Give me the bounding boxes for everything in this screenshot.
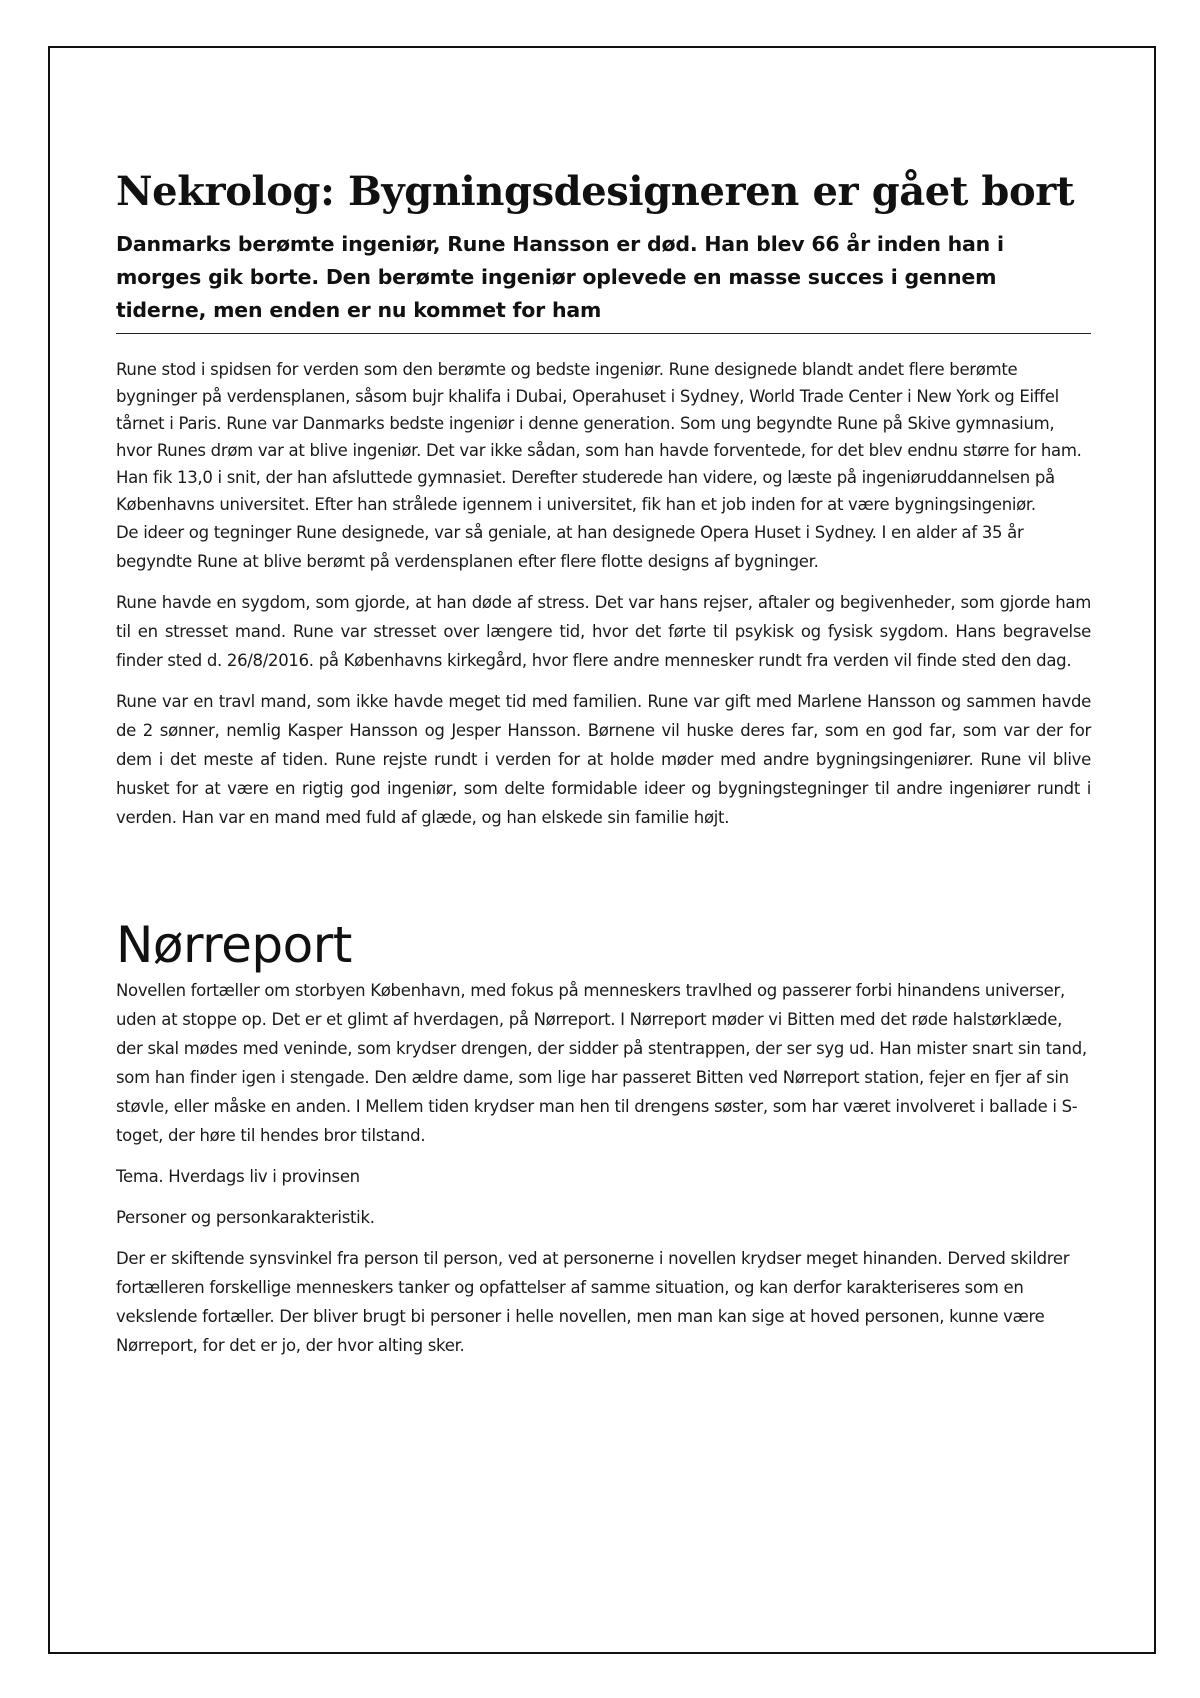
article-subtitle: Danmarks berømte ingeniør, Rune Hansson er død. Han blev 66 år inden han i morges gik borte. Den berømte ingeniør oplevede en masse succes i gennem tiderne, men enden er nu kommet for ham — [116, 232, 1004, 322]
article-paragraph: Rune stod i spidsen for verden som den berømte og bedste ingeniør. Rune designede blandt andet flere berømte bygninger på verdensplanen, såsom bujr khalifa i Dubai, Operahuset i Sydney, World Trade Center i New York og Eiffel tårnet i Paris. Rune var Danmarks bedste ingeniør i denne generation. Som ung begyndte Rune på Skive gymnasium, hvor Runes drøm var at blive ingeniør. Det var ikke sådan, som han havde forventede, for det blev endnu større for ham. Han fik 13,0 i snit, der han afsluttede gymnasiet. Derefter studerede han videre, og læste på ingeniøruddannelsen på Københavns universitet. Efter han strålede igennem i universitet, fik han et job inden for at være bygningsingeniør. — [116, 360, 1082, 514]
section-paragraph: Novellen fortæller om storbyen København, med fokus på menneskers travlhed og passerer forbi hinandens universer, uden at stoppe op. Det er et glimt af hverdagen, på Nørreport. I Nørreport møder vi Bitten med det røde halstørklæde, der skal mødes med veninde, som krydser drengen, der sidder på stentrappen, der ser syg ud. Han mister snart sin tand, som han finder igen i stengade. Den ældre dame, som lige har passeret Bitten ved Nørreport station, fejer en fjer af sin støvle, eller måske en anden. I Mellem tiden krydser man hen til drengens søster, som har været involveret i ballade i S-toget, der høre til hendes bror tilstand. — [116, 981, 1087, 1145]
section-paragraph: Tema. Hverdags liv i provinsen — [116, 1167, 360, 1186]
document-content — [116, 168, 1091, 1372]
section-paragraph: Der er skiftende synsvinkel fra person til person, ved at personerne i novellen krydser meget hinanden. Derved skildrer fortælleren forskellige menneskers tanker og opfattelser af samme situation, og kan derfor karakteriseres som en vekslende fortæller. Der bliver brugt bi personer i helle novellen, men man kan sige at hoved personen, kunne være Nørreport, for det er jo, der hvor alting sker. — [116, 1249, 1070, 1355]
article-paragraph: Rune var en travl mand, som ikke havde meget tid med familien. Rune var gift med Marlene Hansson og sammen havde de 2 sønner, nemlig Kasper Hansson og Jesper Hansson. Børnene vil huske deres far, som en god far, som var der for dem i det meste af tiden. Rune rejste rundt i verden for at holde møder med andre bygningsingeniører. Rune vil blive husket for at være en rigtig god ingeniør, som delte formidable ideer og bygningstegninger til andre ingeniører rundt i verden. Han var en mand med fuld af glæde, og han elskede sin familie højt. — [116, 692, 1091, 827]
article-paragraph: De ideer og tegninger Rune designede, var så geniale, at han designede Opera Huset i Sydney. I en alder af 35 år begyndte Rune at blive berømt på verdensplanen efter flere flotte designs af bygninger. — [116, 523, 1024, 571]
article-title: Nekrolog: Bygningsdesigneren er gået bort — [116, 168, 1075, 215]
section-heading: Nørreport — [116, 916, 352, 974]
title-divider — [116, 333, 1091, 334]
section-paragraph: Personer og personkarakteristik. — [116, 1208, 375, 1227]
article-paragraph: Rune havde en sygdom, som gjorde, at han døde af stress. Det var hans rejser, aftaler og begivenheder, som gjorde ham til en stresset mand. Rune var stresset over længere tid, hvor det førte til psykisk og fysisk sygdom. Hans begravelse finder sted d. 26/8/2016. på Københavns kirkegård, hvor flere andre mennesker rundt fra verden vil finde sted den dag. — [116, 593, 1091, 670]
